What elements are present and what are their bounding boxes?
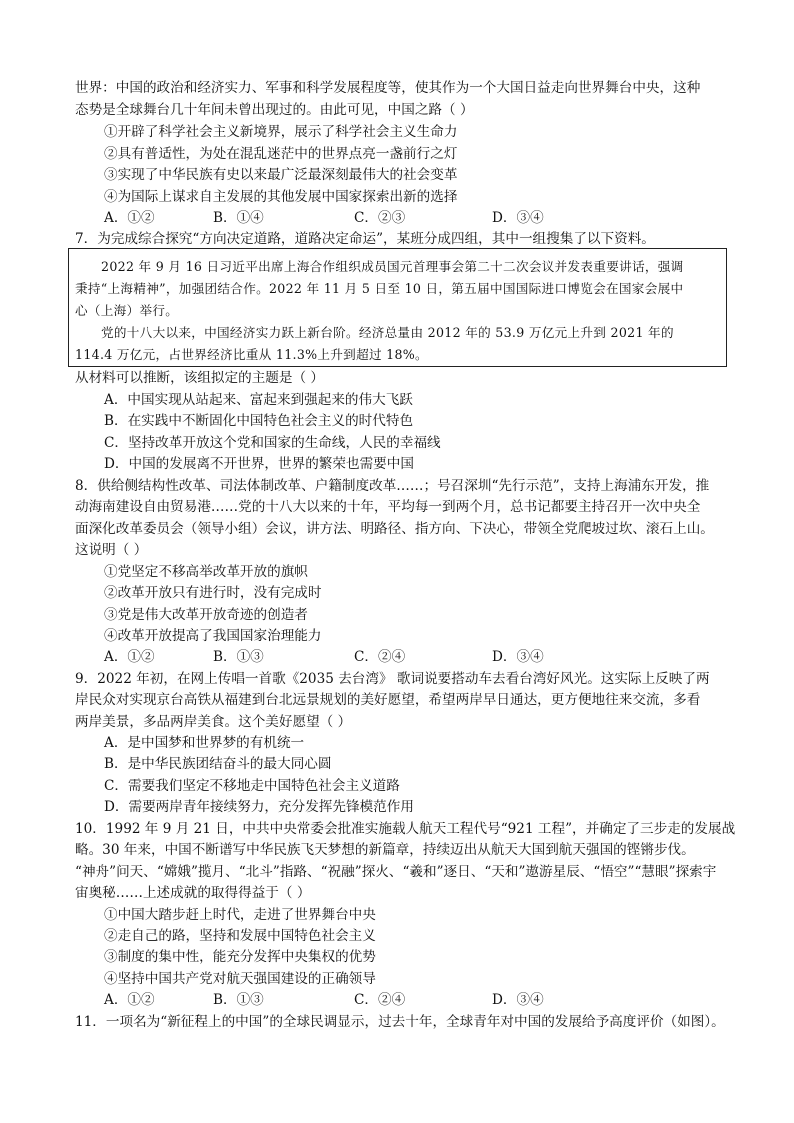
q8-stem-line: 面深化改革委员会（领导小组）会议，讲方法、明路径、指方向、下决心，带领全党爬坡过坎、滚石上山。 bbox=[75, 521, 714, 537]
q10-stem-line: “神舟”问天、“嫦娥”揽月、“北斗”指路、“祝融”探火、“羲和”逐日、“天和”遨游星辰、“悟空”“慧眼”探索宇 bbox=[75, 864, 717, 880]
q7-material-line: 党的十八大以来，中国经济实力跃上新台阶。经济总量由 2012 年的 53.9 万亿元上升到 2021 年的 bbox=[101, 325, 674, 340]
q6-option-c: C．②③ bbox=[354, 210, 406, 226]
q9-option-c: C．需要我们坚定不移地走中国特色社会主义道路 bbox=[104, 778, 400, 794]
q7-question: 从材料可以推断，该组拟定的主题是（ ） bbox=[75, 370, 325, 386]
intro-line: 世界：中国的政治和经济实力、军事和科学发展程度等，使其作为一个大国日益走向世界舞台中央，这种 bbox=[75, 80, 701, 96]
q6-statement: ①开辟了科学社会主义新境界，展示了科学社会主义生命力 bbox=[104, 124, 458, 140]
q10-statement: ①中国大踏步赶上时代，走进了世界舞台中央 bbox=[104, 907, 376, 923]
q8-statement: ③党是伟大改革开放奇迹的创造者 bbox=[104, 607, 308, 623]
q7-option-d: D．中国的发展离不开世界，世界的繁荣也需要中国 bbox=[104, 456, 414, 472]
q10-statement: ④坚持中国共产党对航天强国建设的正确领导 bbox=[104, 971, 376, 987]
q10-option-a: A．①② bbox=[104, 992, 155, 1008]
q7-option-c: C．坚持改革开放这个党和国家的生命线，人民的幸福线 bbox=[104, 435, 441, 451]
q7-material-line: 心（上海）举行。 bbox=[75, 303, 179, 318]
q7-material-line: 2022 年 9 月 16 日习近平出席上海合作组织成员国元首理事会第二十二次会议并发表重要讲话，强调 bbox=[101, 259, 684, 274]
q6-option-a: A．①② bbox=[104, 210, 155, 226]
q10-option-b: B．①③ bbox=[213, 992, 264, 1008]
q6-statement: ④为国际上谋求自主发展的其他发展中国家探索出新的选择 bbox=[104, 189, 458, 205]
q7-option-a: A．中国实现从站起来、富起来到强起来的伟大飞跃 bbox=[104, 392, 413, 408]
q8-statement: ②改革开放只有进行时，没有完成时 bbox=[104, 585, 322, 601]
q9-option-a: A．是中国梦和世界梦的有机统一 bbox=[104, 735, 305, 751]
q6-statement: ②具有普适性，为处在混乱迷茫中的世界点亮一盏前行之灯 bbox=[104, 146, 458, 162]
q9-stem-line: 岸民众对实现京台高铁从福建到台北远景规划的美好愿望，希望两岸早日通达，更方便地往来交流，多看 bbox=[75, 692, 701, 708]
q10-stem-line: 10．1992 年 9 月 21 日，中共中央常委会批准实施载人航天工程代号“921 工程”，并确定了三步走的发展战 bbox=[75, 821, 736, 837]
q8-stem-line: 8．供给侧结构性改革、司法体制改革、户籍制度改革……；号召深圳“先行示范”，支持上海浦东开发，推 bbox=[75, 478, 710, 494]
q7-stem: 7．为完成综合探究“方向决定道路，道路决定命运”，某班分成四组，其中一组搜集了以下资料。 bbox=[75, 231, 655, 247]
q8-stem-line: 这说明（ ） bbox=[75, 542, 148, 558]
q9-stem-line: 9．2022 年初，在网上传唱一首歌《2035 去台湾》 歌词说要搭动车去看台湾好风光。这实际上反映了两 bbox=[75, 671, 710, 687]
q8-statement: ④改革开放提高了我国国家治理能力 bbox=[104, 628, 322, 644]
q8-option-a: A．①② bbox=[104, 649, 155, 665]
q7-material-line: 秉持“上海精神”，加强团结合作。2022 年 11 月 5 日至 10 日，第五届中国国际进口博览会在国家会展中 bbox=[75, 281, 684, 296]
q11-stem: 11．一项名为“新征程上的中国”的全球民调显示，过去十年，全球青年对中国的发展给予高度评价（如图）。 bbox=[75, 1014, 725, 1030]
q8-option-c: C．②④ bbox=[354, 649, 406, 665]
q8-option-d: D．③④ bbox=[492, 649, 544, 665]
intro-line: 态势是全球舞台几十年间未曾出现过的。由此可见，中国之路（ ） bbox=[75, 102, 474, 118]
q8-option-b: B．①③ bbox=[213, 649, 264, 665]
q6-option-b: B．①④ bbox=[213, 210, 264, 226]
q7-option-b: B．在实践中不断固化中国特色社会主义的时代特色 bbox=[104, 413, 414, 429]
q8-stem-line: 动海南建设自由贸易港……党的十八大以来的十年，平均每一到两个月，总书记都要主持召开一次中央全 bbox=[75, 499, 701, 515]
q9-option-b: B．是中华民族团结奋斗的最大同心圆 bbox=[104, 756, 332, 772]
q10-stem-line: 略。30 年来，中国不断谱写中华民族飞天梦想的新篇章，持续迈出从航天大国到航天强国的铿锵步伐。 bbox=[75, 842, 695, 858]
q10-statement: ②走自己的路，坚持和发展中国特色社会主义 bbox=[104, 928, 376, 944]
q9-stem-line: 两岸美景，多品两岸美食。这个美好愿望（ ） bbox=[75, 714, 352, 730]
q10-option-c: C．②④ bbox=[354, 992, 406, 1008]
q6-statement: ③实现了中华民族有史以来最广泛最深刻最伟大的社会变革 bbox=[104, 167, 458, 183]
q9-option-d: D．需要两岸青年接续努力，充分发挥先锋模范作用 bbox=[104, 799, 414, 815]
q10-option-d: D．③④ bbox=[492, 992, 544, 1008]
q10-stem-line: 宙奥秘……上述成就的取得得益于（ ） bbox=[75, 885, 311, 901]
q10-statement: ③制度的集中性，能充分发挥中央集权的优势 bbox=[104, 949, 376, 965]
q7-material-line: 114.4 万亿元，占世界经济比重从 11.3%上升到超过 18%。 bbox=[75, 347, 428, 362]
q7-material-box bbox=[68, 248, 727, 367]
q6-option-d: D．③④ bbox=[492, 210, 544, 226]
q8-statement: ①党坚定不移高举改革开放的旗帜 bbox=[104, 564, 308, 580]
